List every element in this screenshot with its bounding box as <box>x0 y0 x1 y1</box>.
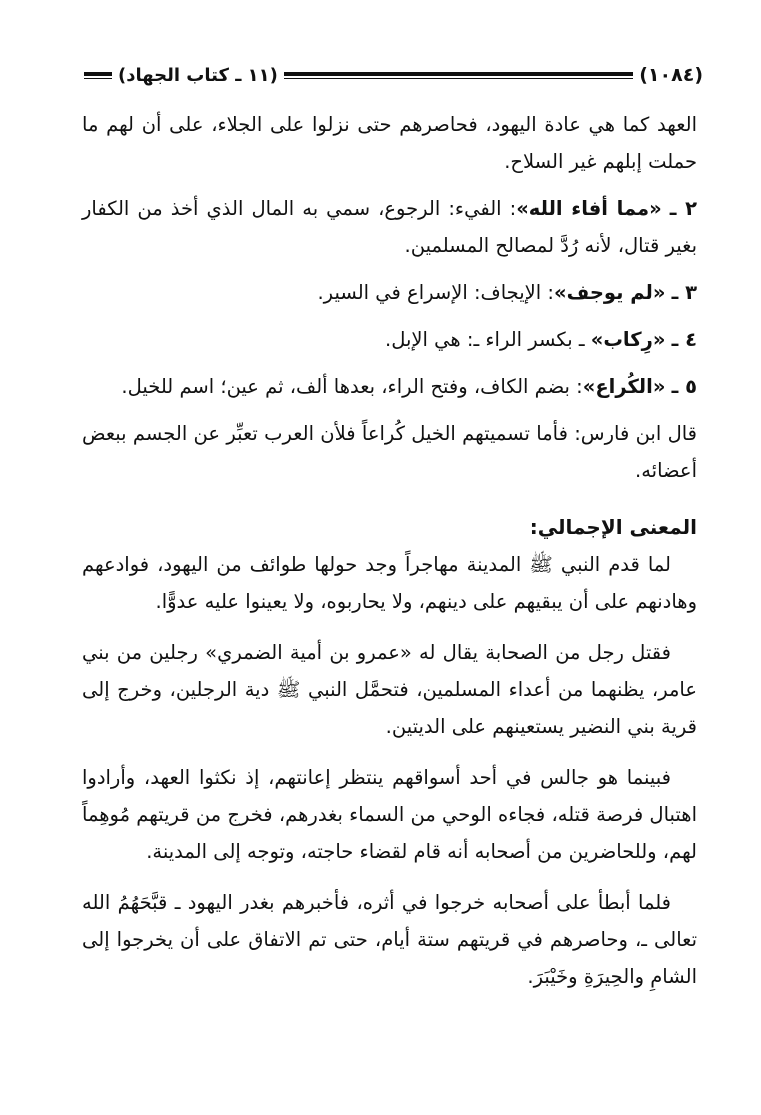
body-paragraph: فقتل رجل من الصحابة يقال له «عمرو بن أمية الضمري» رجلين من بني عامر، يظنهما من أعداء المسلمين، فتحمَّل النبي ﷺ دية الرجلين، وخرج إلى قرية بني النضير يستعينهم على الديتين. <box>82 641 697 738</box>
page-body <box>82 106 697 1009</box>
note-item <box>82 274 697 311</box>
intro-paragraph: العهد كما هي عادة اليهود، فحاصرهم حتى نزلوا على الجلاء، على أن لهم ما حملت إبلهم غير السلاح. <box>82 113 697 173</box>
note-text: : الفيء: الرجوع، سمي به المال الذي أخذ من الكفار بغير قتال، لأنه رُدَّ لمصالح المسلمين. <box>82 197 697 257</box>
note-term: «لم يوجف» <box>554 281 666 304</box>
note-term: «رِكاب» <box>590 328 666 351</box>
body-paragraph: لما قدم النبي ﷺ المدينة مهاجراً وجد حولها طوائف من اليهود، فوادعهم وهادنهم على أن يبقيهم على دينهم، ولا يحاربوه، ولا يعينوا عليه عدوًّا. <box>82 553 697 613</box>
note-number: ٥ ـ <box>671 375 697 398</box>
note-item <box>82 368 697 405</box>
notes-list <box>82 190 697 405</box>
note-item <box>82 190 697 264</box>
body-paragraph: فلما أبطأ على أصحابه خرجوا في أثره، فأخبرهم بغدر اليهود ـ قبَّحَهُمُ الله تعالى ـ، وحاصرهم في قريتهم ستة أيام، حتى تم الاتفاق على أن يخرجوا إلى الشامِ والحِيرَةِ وخَيْبَرَ. <box>82 891 697 988</box>
note-term: «مما أفاء الله» <box>516 197 662 220</box>
note-number: ٢ ـ <box>669 197 697 220</box>
note-text: : الإيجاف: الإسراع في السير. <box>317 281 554 304</box>
note-number: ٣ ـ <box>671 281 697 304</box>
page-header <box>84 60 703 90</box>
note-number: ٤ ـ <box>671 328 697 351</box>
note-term: «الكُراع» <box>582 375 666 398</box>
header-rule-end <box>84 72 112 79</box>
book-title: (١١ ـ كتاب الجهاد) <box>118 64 278 86</box>
note-text: ـ بكسر الراء ـ: هي الإبل. <box>385 328 591 351</box>
section-heading: المعنى الإجمالي: <box>529 515 697 539</box>
note-item <box>82 321 697 358</box>
body-paragraph: فبينما هو جالس في أحد أسواقهم ينتظر إعانتهم، إذ نكثوا العهد، وأرادوا اهتبال فرصة قتله، فجاءه الوحي من السماء بغدرهم، فخرج من قريتهم مُوهِماً لهم، وللحاضرين من أصحابه أنه قام لقضاء حاجته، وتوجه إلى المدينة. <box>82 766 697 863</box>
note-text: : بضم الكاف، وفتح الراء، بعدها ألف، ثم عين؛ اسم للخيل. <box>121 375 583 398</box>
ibn-faris-quote: قال ابن فارس: فأما تسميتهم الخيل كُراعاً فلأن العرب تعبِّر عن الجسم ببعض أعضائه. <box>82 422 697 482</box>
page-number: (١٠٨٤) <box>639 64 703 86</box>
header-rule <box>284 72 633 79</box>
